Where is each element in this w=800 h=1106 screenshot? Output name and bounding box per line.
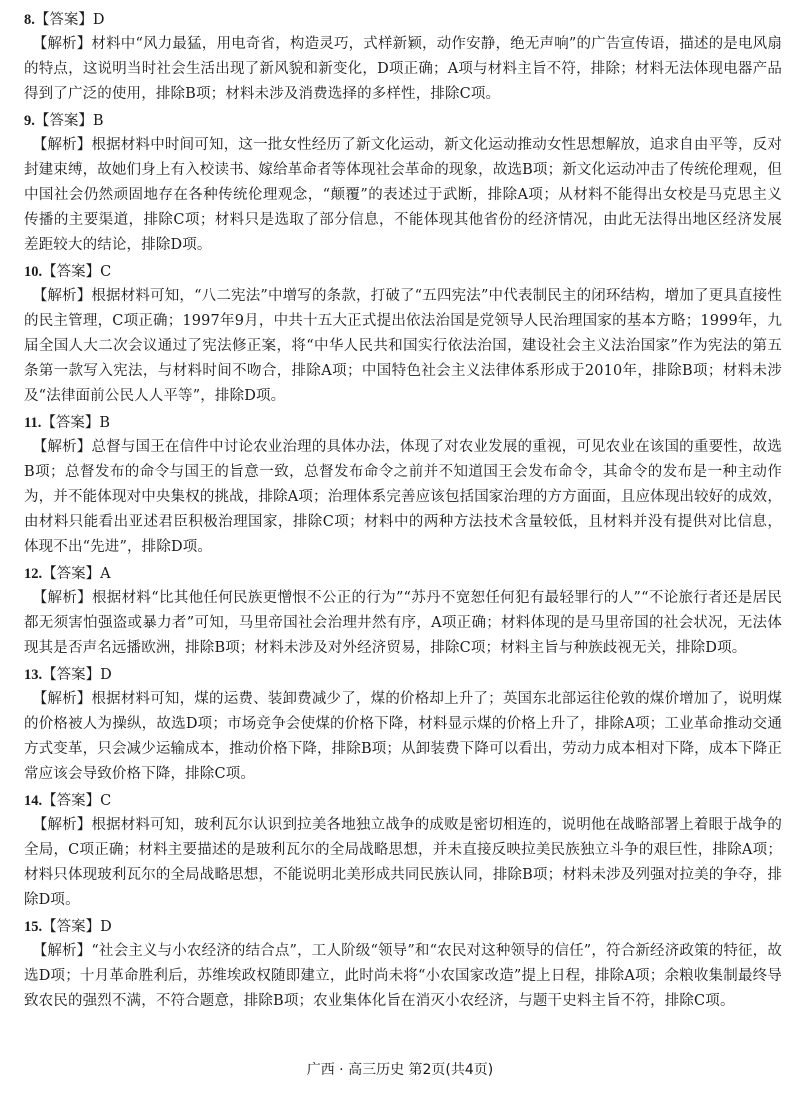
question-number: 11. — [24, 415, 42, 431]
question-item-13 — [24, 665, 782, 787]
question-item-14 — [24, 791, 782, 913]
answer-letter: B — [92, 113, 104, 129]
analysis-text: 【解析】根据材料中时间可知，这一批女性经历了新文化运动，新文化运动推动女性思想解放，追求自由平等，反对封建束缚，故她们身上有入校读书、嫁给革命者等体现社会革命的现象，故选B项；新文化运动冲击了传统伦理观，但中国社会仍然顽固地存在各种传统伦理观念，“颠覆”的表述过于武断，排除A项；从材料不能得出女校是马克思主义传播的主要渠道，排除C项；材料只是选取了部分信息，不能体现其他省份的经济情况，由此无法得出地区经济发展差距较大的结论，排除D项。 — [24, 137, 782, 253]
answer-letter: B — [99, 415, 110, 431]
question-number: 13. — [24, 667, 43, 683]
analysis-text: 【解析】根据材料可知，煤的运费、装卸费减少了，煤的价格却上升了；英国东北部运往伦敦的煤价增加了，说明煤的价格被人为操纵，故选D项；市场竞争会使煤的价格下降，材料显示煤的价格上升了，排除A项；工业革命推动交通方式变革，只会减少运输成本，推动价格下降，排除B项；从卸装费下降可以看出，劳动力成本相对下降，成本下降正常应该会导致价格下降，排除C项。 — [24, 691, 782, 782]
analysis-text: 【解析】根据材料可知，玻利瓦尔认识到拉美各地独立战争的成败是密切相连的，说明他在战略部署上着眼于战争的全局，C项正确；材料主要描述的是玻利瓦尔的全局战略思想，并未直接反映拉美民族独立斗争的艰巨性，排除A项；材料只体现玻利瓦尔的全局战略思想，不能说明北美形成共同民族认同，排除B项；材料未涉及列强对拉美的争夺，排除D项。 — [24, 817, 782, 908]
question-item-11 — [24, 413, 782, 560]
answer-label: 【答案】 — [42, 919, 101, 935]
answer-letter: D — [100, 919, 112, 935]
question-item-8 — [24, 10, 782, 107]
answer-line — [24, 413, 782, 433]
analysis-text: 【解析】“社会主义与小农经济的结合点”，工人阶级“领导”和“农民对这种领导的信任”，符合新经济政策的特征，故选D项；十月革命胜利后，苏维埃政权随即建立，此时尚未将“小农国家改造”提上日程，排除A项；余粮收集制最终导致农民的强烈不满，不符合题意，排除B项；农业集体化旨在消灭小农经济，与题干史料主旨不符，排除C项。 — [24, 943, 782, 1009]
page-footer: 广西 · 高三历史 第2页(共4页) — [306, 1062, 494, 1078]
answer-letter: D — [92, 12, 105, 28]
question-item-10 — [24, 262, 782, 409]
question-number: 10. — [24, 264, 43, 280]
answer-label: 【答案】 — [42, 667, 101, 683]
question-number: 15. — [24, 919, 43, 935]
question-number: 14. — [24, 793, 43, 809]
answer-line — [24, 917, 782, 937]
question-number: 9. — [24, 113, 35, 129]
answer-letter: D — [100, 667, 112, 683]
analysis-text: 【解析】材料中“风力最猛，用电奇省，构造灵巧，式样新颖，动作安静，绝无声响”的广告宣传语，描述的是电风扇的特点，这说明当时社会生活出现了新风貌和新变化，D项正确；A项与材料主旨不符，排除；材料无法体现电器产品得到了广泛的使用，排除B项；材料未涉及消费选择的多样性，排除C项。 — [24, 36, 782, 102]
answer-line — [24, 665, 782, 685]
question-item-15 — [24, 917, 782, 1014]
analysis-text: 【解析】根据材料“比其他任何民族更憎恨不公正的行为”“苏丹不宽恕任何犯有最轻罪行的人”“不论旅行者还是居民都无须害怕强盗或暴力者”可知，马里帝国社会治理井然有序，A项正确；材料体现的是马里帝国的社会状况，无法体现其是否声名远播欧洲，排除B项；材料未涉及对外经济贸易，排除C项；材料主旨与种族歧视无关，排除D项。 — [24, 590, 782, 656]
question-number: 12. — [24, 566, 43, 582]
answer-line — [24, 111, 782, 131]
answer-line — [24, 10, 782, 30]
answer-label: 【答案】 — [34, 113, 93, 129]
question-number: 8. — [24, 12, 35, 28]
answer-label: 【答案】 — [42, 566, 101, 582]
answer-label: 【答案】 — [41, 415, 100, 431]
question-item-9 — [24, 111, 782, 258]
answer-label: 【答案】 — [34, 12, 93, 28]
answer-letter: A — [100, 566, 111, 582]
answer-label: 【答案】 — [42, 793, 101, 809]
answer-line — [24, 791, 782, 811]
question-list — [24, 6, 782, 1014]
answer-letter: C — [100, 264, 112, 280]
analysis-text: 【解析】总督与国王在信件中讨论农业治理的具体办法，体现了对农业发展的重视，可见农业在该国的重要性，故选B项；总督发布的命令与国王的旨意一致，总督发布命令之前并不知道国王会发布命令，其命令的发布是一种主动作为，并不能体现对中央集权的挑战，排除A项；治理体系完善应该包括国家治理的方方面面，且应体现出较好的成效，由材料只能看出亚述君臣积极治理国家，排除C项；材料中的两种方法技术含量较低，且材料并没有提供对比信息，体现不出“先进”，排除D项。 — [24, 439, 782, 555]
analysis-text: 【解析】根据材料可知，“八二宪法”中增写的条款，打破了“五四宪法”中代表制民主的闭环结构，增加了更具直接性的民主管理，C项正确；1997年9月，中共十五大正式提出依法治国是党领导人民治理国家的基本方略；1999年，九届全国人大二次会议通过了宪法修正案，将“中华人民共和国实行依法治国，建设社会主义法治国家”作为宪法的第五条第一款写入宪法，与材料时间不吻合，排除A项；中国特色社会主义法律体系形成于2010年，排除B项；材料未涉及“法律面前公民人人平等”，排除D项。 — [24, 288, 782, 404]
question-item-12 — [24, 564, 782, 661]
answer-label: 【答案】 — [42, 264, 101, 280]
answer-line — [24, 564, 782, 584]
answer-line — [24, 262, 782, 282]
answer-letter: C — [100, 793, 112, 809]
